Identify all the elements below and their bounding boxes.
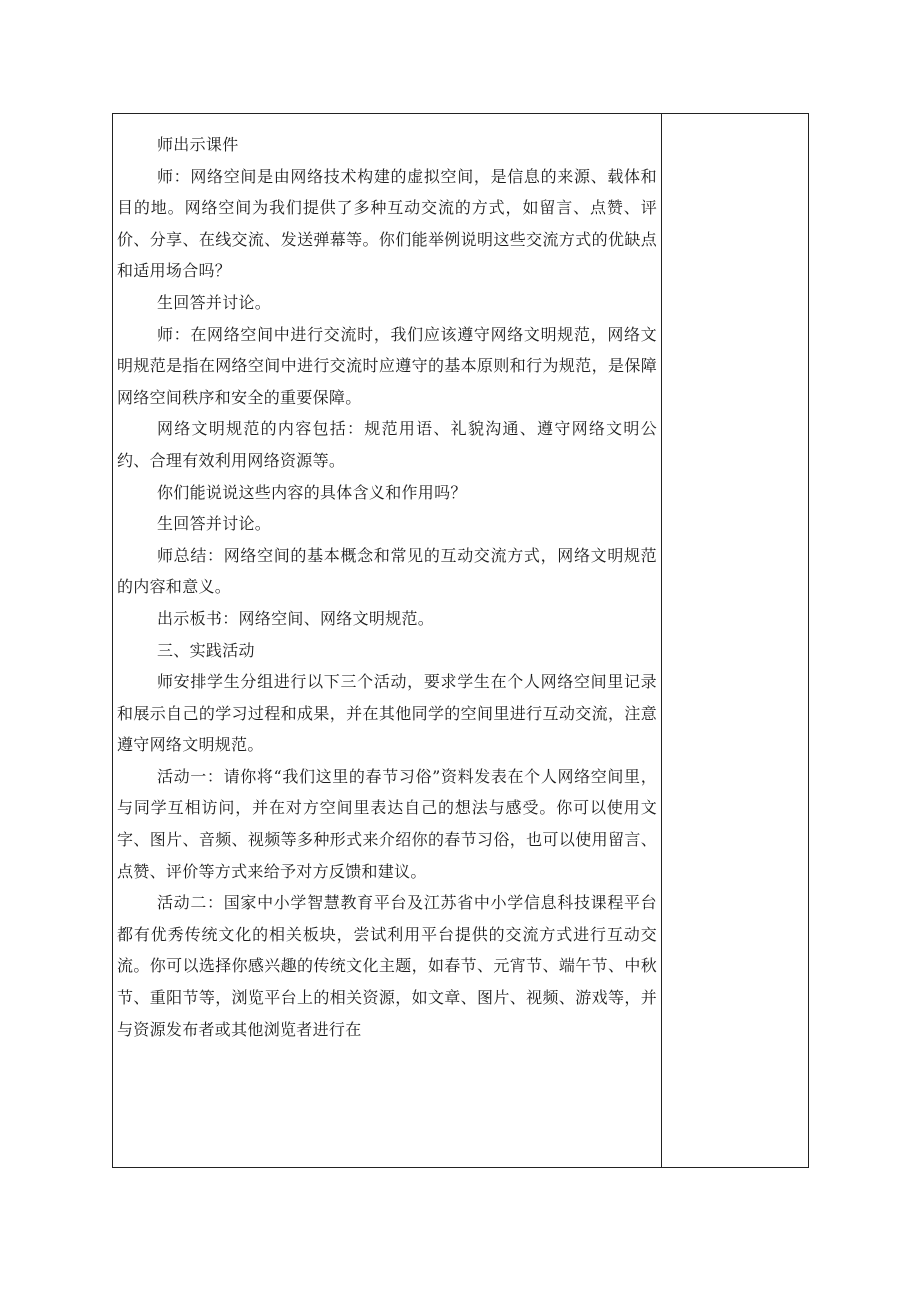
paragraph: 网络文明规范的内容包括：规范用语、礼貌沟通、遵守网络文明公约、合理有效利用网络资源等。 — [117, 419, 657, 470]
paragraph: 活动二：国家中小学智慧教育平台及江苏省中小学信息科技课程平台都有优秀传统文化的相关板块，尝试利用平台提供的交流方式进行互动交流。你可以选择你感兴趣的传统文化主题，如春节、元宵节、端午节、中秋节、重阳节等，浏览平台上的相关资源，如文章、图片、视频、游戏等，并与资源发布者或其他浏览者进行在 — [117, 893, 657, 1039]
paragraph: 师安排学生分组进行以下三个活动，要求学生在个人网络空间里记录和展示自己的学习过程和成果，并在其他同学的空间里进行互动交流，注意遵守网络文明规范。 — [117, 672, 657, 755]
lesson-plan-table — [112, 113, 809, 1168]
paragraph: 师：网络空间是由网络技术构建的虚拟空间，是信息的来源、载体和目的地。网络空间为我们提供了多种互动交流的方式，如留言、点赞、评价、分享、在线交流、发送弹幕等。你们能举例说明这些交流方式的优缺点和适用场合吗？ — [117, 166, 657, 281]
notes-cell — [662, 114, 808, 1167]
paragraph: 师出示课件 — [157, 135, 239, 154]
paragraph: 你们能说说这些内容的具体含义和作用吗？ — [157, 482, 467, 502]
paragraph: 活动一：请你将“我们这里的春节习俗”资料发表在个人网络空间里，与同学互相访问，并在对方空间里表达自己的想法与感受。你可以使用文字、图片、音频、视频等多种形式来介绍你的春节习俗，也可以使用留言、点赞、评价等方式来给予对方反馈和建议。 — [117, 766, 657, 881]
teaching-content-cell — [113, 114, 662, 1167]
paragraph: 出示板书：网络空间、网络文明规范。 — [157, 608, 435, 628]
section-heading: 三、实践活动 — [157, 640, 255, 660]
paragraph: 生回答并讨论。 — [157, 514, 272, 534]
paragraph: 师总结：网络空间的基本概念和常见的互动交流方式，网络文明规范的内容和意义。 — [117, 545, 657, 597]
paragraph: 师：在网络空间中进行交流时，我们应该遵守网络文明规范，网络文明规范是指在网络空间中进行交流时应遵守的基本原则和行为规范，是保障网络空间秩序和安全的重要保障。 — [117, 324, 657, 407]
paragraph: 生回答并讨论。 — [157, 292, 272, 312]
